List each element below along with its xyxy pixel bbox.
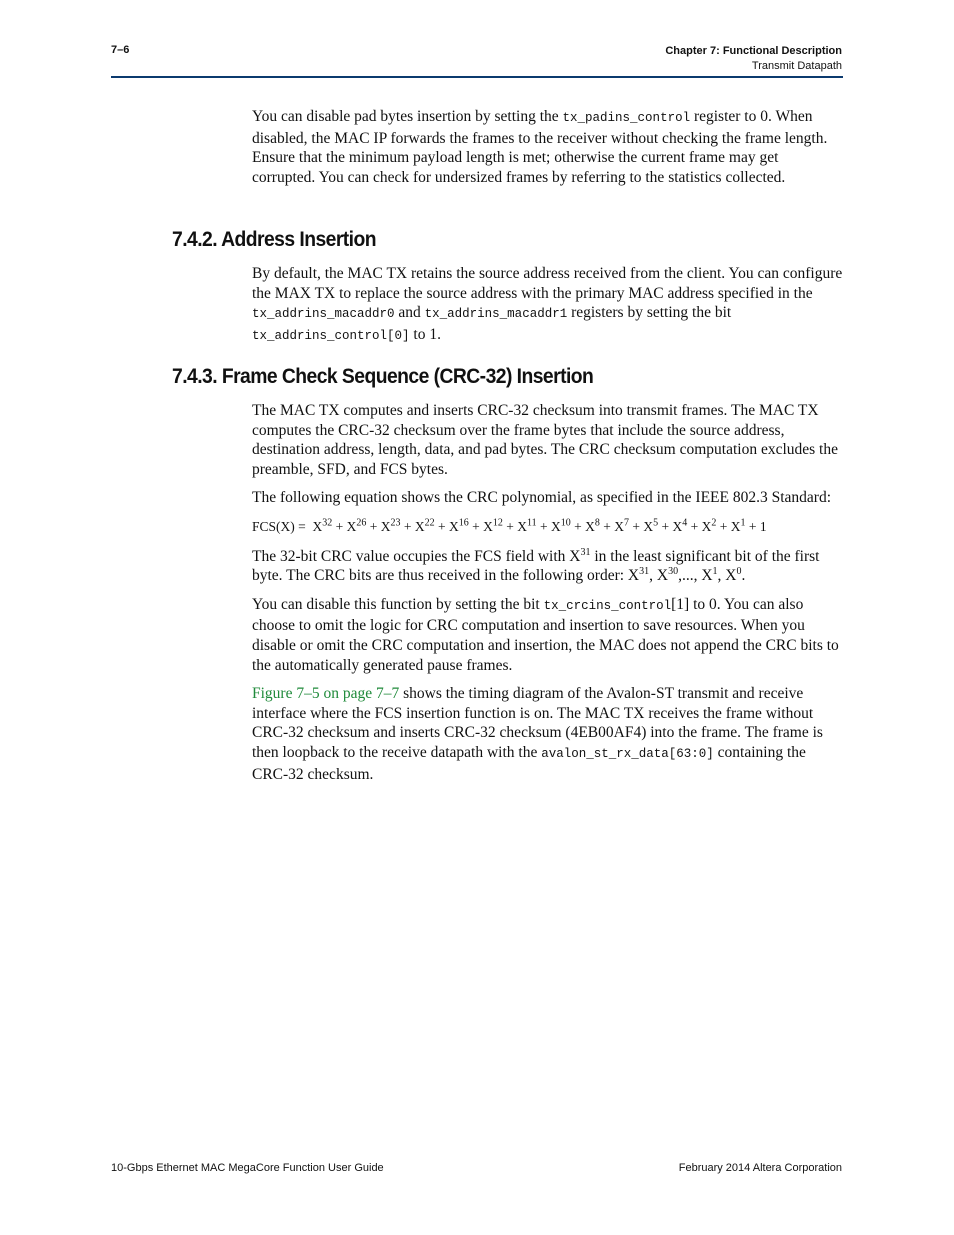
polynomial-term: + $X^{12}$	[468, 517, 503, 534]
intro-paragraph: You can disable pad bytes insertion by setting the tx_padins_control register to 0. When disabled, the MAC IP forwards the frames to the receiver without checking the frame length. Ensure that the minimum payload length is met; otherwise the current frame may get corrupted. You can check for undersized frames by referring to the statistics collected.	[252, 108, 828, 186]
running-header	[665, 44, 842, 74]
polynomial-term: + $X^7$	[599, 517, 630, 534]
polynomial-term: + $X^4$	[658, 517, 688, 534]
polynomial-constant: + 1	[745, 518, 767, 534]
polynomial-term: + $X^1$	[716, 517, 746, 534]
polynomial-term: + $X^{11}$	[502, 517, 537, 534]
address-insertion-paragraph: By default, the MAC TX retains the source address received from the client. You can configure the MAX TX to replace the source address with the primary MAC address specified in the tx_addrins_macaddr0 and tx_addrins_macaddr1 registers by setting the bit tx_addrins_control[0] to 1.	[252, 265, 843, 343]
fcs-paragraph-1: The MAC TX computes and inserts CRC-32 checksum into transmit frames. The MAC TX computes the CRC-32 checksum over the frame bytes that include the source address, destination address, length, data, and pad bytes. The CRC checksum computation excludes the preamble, SFD, and FCS bytes.	[252, 402, 838, 478]
register-name: tx_crcins_control	[543, 598, 672, 613]
polynomial-term: + $X^{22}$	[400, 517, 435, 534]
chapter-title: Chapter 7: Functional Description	[665, 45, 842, 57]
fcs-paragraph-3: The 32-bit CRC value occupies the FCS field with $X^{31}$ in the least significant bit of the first byte. The CRC bits are thus received in the following order: $X^{31}$, $X^{30}$,..., $X^1$, $X^0$.	[252, 546, 820, 585]
register-name: tx_addrins_macaddr0	[252, 307, 395, 322]
section-heading-fcs-insertion: 7.4.3. Frame Check Sequence (CRC-32) Insertion	[172, 365, 594, 388]
register-name: tx_padins_control	[562, 111, 691, 125]
polynomial-term: + $X^{10}$	[536, 517, 571, 534]
polynomial-term: + $X^5$	[629, 517, 659, 534]
polynomial-term: $X^{32}$	[312, 517, 333, 534]
fcs-paragraph-2: The following equation shows the CRC polynomial, as specified in the IEEE 802.3 Standard:	[252, 489, 832, 507]
fcs-paragraph-5: Figure 7–5 on page 7–7 shows the timing diagram of the Avalon-ST transmit and receive interface where the FCS insertion function is on. The MAC TX receives the frame without CRC-32 checksum and inserts CRC-32 checksum (4EB00AF4) into the frame. The frame is then loopback to the receive datapath with the avalon_st_rx_data[63:0] containing the CRC-32 checksum.	[252, 685, 823, 783]
crc-polynomial-equation: $FCS(X) = X^{32} + X^{26} + X^{23} + X^{22} + X^{16} + X^{12} + X^{11} + X^{10} + X^8 + X^7 + X^5 + X^4 + X^2 + X^1 + 1$	[252, 517, 767, 534]
footer-date-company: February 2014 Altera Corporation	[678, 1162, 842, 1174]
polynomial-term: + $X^{26}$	[332, 517, 367, 534]
section-heading-address-insertion: 7.4.2. Address Insertion	[172, 228, 377, 251]
fcs-insertion-body	[252, 401, 844, 793]
page-body	[252, 107, 844, 196]
polynomial-term: + $X^{23}$	[366, 517, 401, 534]
figure-link[interactable]: Figure 7–5 on page 7–7	[252, 685, 400, 703]
header-rule	[111, 76, 843, 78]
page-number: 7–6	[111, 44, 130, 56]
address-insertion-body	[252, 264, 844, 355]
fcs-paragraph-4: You can disable this function by setting the bit tx_crcins_control[1] to 0. You can also choose to omit the logic for CRC computation and insertion to save resources. When you disable or omit the CRC computation and insertion, the MAC does not append the CRC bits to the automatically generated pause frames.	[252, 595, 839, 674]
polynomial-term: + $X^8$	[570, 517, 600, 534]
footer-guide-title: 10-Gbps Ethernet MAC MegaCore Function User Guide	[111, 1162, 384, 1174]
polynomial-term: + $X^2$	[687, 517, 717, 534]
signal-name: avalon_st_rx_data[63:0]	[541, 746, 714, 761]
register-name: tx_addrins_control[0]	[252, 328, 410, 343]
section-title: Transmit Datapath	[751, 60, 842, 72]
polynomial-term: + $X^{16}$	[434, 517, 469, 534]
register-name: tx_addrins_macaddr1	[424, 307, 568, 322]
